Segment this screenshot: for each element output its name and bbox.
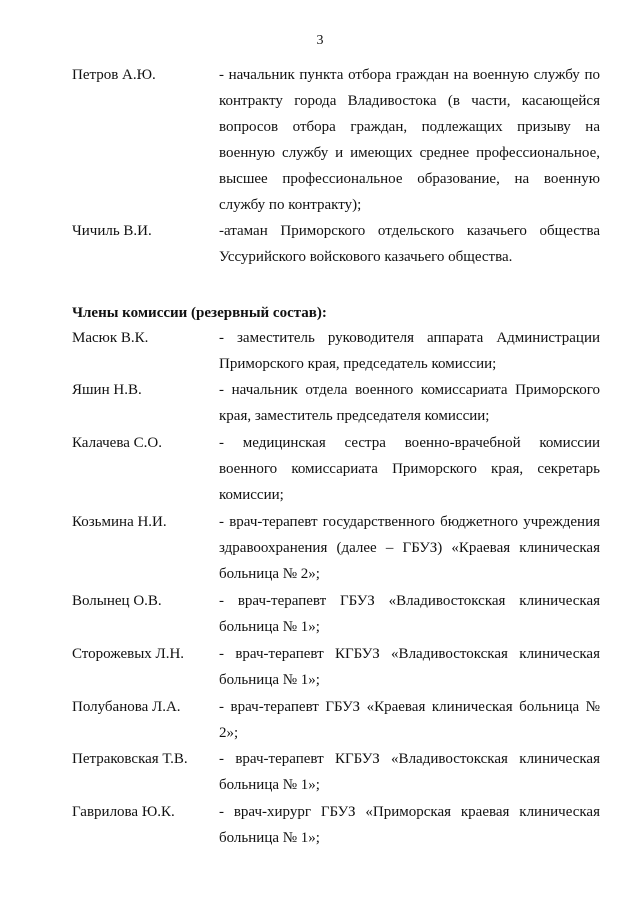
member-name: Калачева С.О.	[72, 435, 162, 451]
member-role: - врач-терапевт ГБУЗ «Краевая клиническая больница № 2»;	[219, 699, 600, 741]
member-role: -атаман Приморского отдельского казачьего общества Уссурийского войскового казачьего общества.	[219, 223, 600, 265]
member-name: Гаврилова Ю.К.	[72, 804, 175, 820]
member-name: Масюк В.К.	[72, 330, 149, 346]
member-role: - врач-терапевт ГБУЗ «Владивостокская клиническая больница № 1»;	[219, 593, 600, 635]
member-role: - начальник пункта отбора граждан на военную службу по контракту города Владивостока (в части, касающейся вопросов отбора граждан, подлежащих призыву на военную службу и имеющих среднее профессиональное, высшее профессиональное образование, на военную службу по контракту);	[219, 67, 600, 213]
member-name: Чичиль В.И.	[72, 223, 152, 239]
member-role: - врач-терапевт КГБУЗ «Владивостокская клиническая больница № 1»;	[219, 646, 600, 688]
member-role: - врач-терапевт государственного бюджетного учреждения здравоохранения (далее – ГБУЗ) «Краевая клиническая больница № 2»;	[219, 514, 600, 582]
member-name: Козьмина Н.И.	[72, 514, 167, 530]
reserve-heading: Члены комиссии (резервный состав):	[72, 305, 327, 321]
page-number: 3	[316, 33, 324, 48]
member-role: - заместитель руководителя аппарата Администрации Приморского края, председатель комиссии;	[219, 330, 600, 372]
member-name: Полубанова Л.А.	[72, 699, 181, 715]
member-role: - врач-хирург ГБУЗ «Приморская краевая клиническая больница № 1»;	[219, 804, 600, 846]
member-role: - начальник отдела военного комиссариата Приморского края, заместитель председателя комиссии;	[219, 382, 600, 424]
member-name: Петраковская Т.В.	[72, 751, 188, 767]
member-role: - медицинская сестра военно-врачебной комиссии военного комиссариата Приморского края, секретарь комиссии;	[219, 435, 600, 503]
member-role: - врач-терапевт КГБУЗ «Владивостокская клиническая больница № 1»;	[219, 751, 600, 793]
member-name: Яшин Н.В.	[72, 382, 142, 398]
member-name: Сторожевых Л.Н.	[72, 646, 185, 662]
member-name: Петров А.Ю.	[72, 67, 156, 83]
member-name: Волынец О.В.	[72, 593, 162, 609]
